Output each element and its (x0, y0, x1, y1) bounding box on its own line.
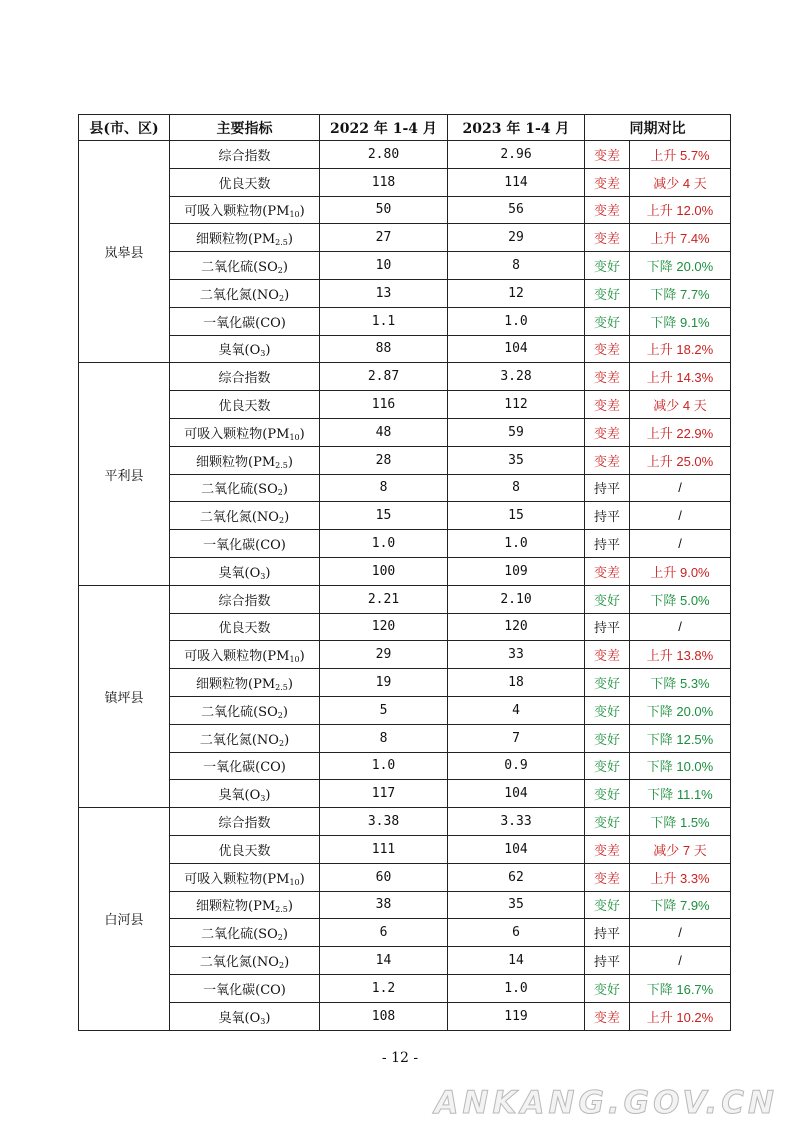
indicator-label: 二氧化氮(NO (199, 510, 279, 526)
trend-status: 变差 (585, 557, 630, 585)
value-2023: 62 (448, 863, 585, 891)
change-value: 下降 10.0% (630, 752, 731, 780)
change-value: 上升 7.4% (630, 224, 731, 252)
change-value: 上升 9.0% (630, 557, 731, 585)
value-2023: 59 (448, 418, 585, 446)
trend-status: 变好 (585, 252, 630, 280)
trend-status: 持平 (585, 919, 630, 947)
value-2022: 100 (320, 557, 448, 585)
change-value: 下降 5.0% (630, 585, 731, 613)
table-row (79, 585, 731, 613)
indicator-name (170, 863, 320, 891)
change-value: 下降 20.0% (630, 696, 731, 724)
value-2022: 120 (320, 613, 448, 641)
trend-status: 变好 (585, 780, 630, 808)
table-row (79, 724, 731, 752)
trend-status: 变好 (585, 724, 630, 752)
indicator-name (170, 974, 320, 1002)
indicator-close-paren: ) (299, 204, 305, 220)
table-row (79, 947, 731, 975)
indicator-subscript: 2.5 (275, 683, 288, 693)
indicator-subscript: 10 (289, 210, 300, 220)
indicator-close-paren: ) (265, 788, 271, 804)
change-value: 上升 12.0% (630, 196, 731, 224)
trend-status: 变差 (585, 391, 630, 419)
value-2022: 14 (320, 947, 448, 975)
trend-status: 变好 (585, 696, 630, 724)
value-2022: 2.21 (320, 585, 448, 613)
table-row (79, 335, 731, 363)
value-2023: 4 (448, 696, 585, 724)
indicator-label: 优良天数 (218, 621, 271, 637)
indicator-name (170, 279, 320, 307)
indicator-subscript: 2 (278, 293, 285, 303)
county-name: 平利县 (79, 363, 170, 585)
indicator-subscript: 3 (260, 1016, 266, 1026)
trend-status: 变差 (585, 196, 630, 224)
value-2023: 15 (448, 502, 585, 530)
change-value: 上升 13.8% (630, 641, 731, 669)
table-row (79, 974, 731, 1002)
value-2023: 3.28 (448, 363, 585, 391)
indicator-label: 可吸入颗粒物(PM (184, 649, 290, 665)
indicator-label: 综合指数 (218, 816, 271, 832)
header-county: 县(市、区) (79, 115, 170, 141)
indicator-name (170, 724, 320, 752)
trend-status: 变好 (585, 669, 630, 697)
indicator-label: 细颗粒物(PM (196, 899, 276, 915)
value-2023: 29 (448, 224, 585, 252)
value-2022: 3.38 (320, 808, 448, 836)
value-2022: 2.80 (320, 141, 448, 169)
indicator-subscript: 2.5 (275, 905, 288, 915)
indicator-label: 可吸入颗粒物(PM (184, 426, 290, 442)
indicator-name (170, 474, 320, 502)
indicator-close-paren: ) (299, 871, 305, 887)
indicator-name (170, 557, 320, 585)
indicator-name (170, 891, 320, 919)
value-2022: 8 (320, 724, 448, 752)
indicator-close-paren: ) (287, 454, 293, 470)
change-value: 上升 14.3% (630, 363, 731, 391)
indicator-name (170, 363, 320, 391)
change-value: 减少 4 天 (630, 391, 731, 419)
indicator-name (170, 780, 320, 808)
indicator-label: 一氧化碳(CO) (203, 315, 286, 331)
value-2023: 1.0 (448, 530, 585, 558)
page-number: - 12 - (381, 1050, 419, 1066)
value-2022: 88 (320, 335, 448, 363)
change-value: 上升 5.7% (630, 141, 731, 169)
air-quality-comparison-table (78, 114, 731, 1031)
value-2022: 1.2 (320, 974, 448, 1002)
indicator-label: 可吸入颗粒物(PM (184, 204, 290, 220)
indicator-label: 臭氧(O (218, 565, 261, 581)
indicator-name (170, 585, 320, 613)
change-value: / (630, 474, 731, 502)
table-row (79, 835, 731, 863)
indicator-subscript: 10 (289, 432, 300, 442)
indicator-label: 二氧化氮(NO (199, 955, 279, 970)
indicator-close-paren: ) (265, 343, 271, 359)
value-2023: 3.33 (448, 808, 585, 836)
table-row (79, 168, 731, 196)
indicator-label: 综合指数 (218, 148, 271, 164)
indicator-label: 优良天数 (218, 843, 271, 859)
indicator-label: 臭氧(O (218, 788, 261, 804)
indicator-name (170, 335, 320, 363)
trend-status: 变差 (585, 863, 630, 891)
trend-status: 变差 (585, 224, 630, 252)
value-2023: 7 (448, 724, 585, 752)
change-value: 下降 1.5% (630, 808, 731, 836)
indicator-label: 综合指数 (218, 593, 271, 609)
value-2022: 118 (320, 168, 448, 196)
value-2022: 60 (320, 863, 448, 891)
indicator-close-paren: ) (287, 232, 293, 248)
trend-status: 持平 (585, 530, 630, 558)
table-row (79, 196, 731, 224)
value-2022: 1.0 (320, 752, 448, 780)
table-row (79, 252, 731, 280)
indicator-subscript: 2 (277, 933, 283, 943)
value-2023: 12 (448, 279, 585, 307)
value-2023: 2.96 (448, 141, 585, 169)
table-row (79, 418, 731, 446)
trend-status: 持平 (585, 502, 630, 530)
value-2023: 104 (448, 780, 585, 808)
indicator-close-paren: ) (284, 955, 290, 970)
table-row (79, 696, 731, 724)
indicator-label: 综合指数 (218, 371, 271, 387)
value-2022: 15 (320, 502, 448, 530)
value-2022: 38 (320, 891, 448, 919)
trend-status: 变好 (585, 974, 630, 1002)
value-2022: 13 (320, 279, 448, 307)
value-2023: 119 (448, 1002, 585, 1030)
indicator-subscript: 3 (260, 571, 266, 581)
indicator-close-paren: ) (265, 1010, 271, 1026)
trend-status: 变差 (585, 835, 630, 863)
indicator-name (170, 947, 320, 975)
table-row (79, 752, 731, 780)
table-row (79, 808, 731, 836)
table-row (79, 391, 731, 419)
indicator-name (170, 168, 320, 196)
change-value: / (630, 502, 731, 530)
county-name: 白河县 (79, 808, 170, 1030)
change-value: / (630, 530, 731, 558)
change-value: 上升 10.2% (630, 1002, 731, 1030)
table-row (79, 669, 731, 697)
value-2022: 1.1 (320, 307, 448, 335)
value-2023: 56 (448, 196, 585, 224)
indicator-label: 优良天数 (218, 399, 271, 415)
site-watermark: ANKANG.GOV.CN (434, 1085, 778, 1121)
value-2023: 1.0 (448, 974, 585, 1002)
value-2022: 2.87 (320, 363, 448, 391)
indicator-name (170, 196, 320, 224)
value-2023: 8 (448, 252, 585, 280)
indicator-label: 臭氧(O (218, 1010, 261, 1026)
table-body (79, 141, 731, 1031)
value-2023: 6 (448, 919, 585, 947)
table-row (79, 141, 731, 169)
change-value: 下降 5.3% (630, 669, 731, 697)
change-value: 下降 12.5% (630, 724, 731, 752)
change-value: / (630, 919, 731, 947)
change-value: 下降 7.9% (630, 891, 731, 919)
trend-status: 变好 (585, 585, 630, 613)
indicator-close-paren: ) (287, 899, 293, 915)
value-2023: 109 (448, 557, 585, 585)
county-name: 镇坪县 (79, 585, 170, 807)
value-2023: 104 (448, 835, 585, 863)
county-name: 岚皋县 (79, 141, 170, 363)
change-value: 下降 9.1% (630, 307, 731, 335)
indicator-subscript: 3 (260, 794, 266, 804)
trend-status: 变差 (585, 418, 630, 446)
value-2022: 111 (320, 835, 448, 863)
change-value: 下降 11.1% (630, 780, 731, 808)
value-2023: 114 (448, 168, 585, 196)
table-header-row (79, 115, 731, 141)
value-2022: 29 (320, 641, 448, 669)
indicator-name (170, 669, 320, 697)
indicator-subscript: 2.5 (275, 460, 288, 470)
change-value: 下降 16.7% (630, 974, 731, 1002)
table-row (79, 919, 731, 947)
indicator-close-paren: ) (282, 260, 288, 276)
indicator-label: 一氧化碳(CO) (203, 760, 286, 776)
value-2023: 8 (448, 474, 585, 502)
table-row (79, 1002, 731, 1030)
value-2022: 27 (320, 224, 448, 252)
indicator-close-paren: ) (284, 287, 290, 303)
indicator-label: 二氧化氮(NO (199, 287, 279, 303)
value-2022: 6 (320, 919, 448, 947)
value-2023: 0.9 (448, 752, 585, 780)
indicator-name (170, 613, 320, 641)
trend-status: 变差 (585, 446, 630, 474)
value-2023: 35 (448, 446, 585, 474)
table-row (79, 613, 731, 641)
trend-status: 持平 (585, 474, 630, 502)
indicator-close-paren: ) (284, 732, 290, 748)
indicator-subscript: 2.5 (275, 238, 288, 248)
indicator-label: 一氧化碳(CO) (203, 538, 286, 554)
indicator-close-paren: ) (299, 649, 305, 665)
change-value: 上升 25.0% (630, 446, 731, 474)
value-2022: 117 (320, 780, 448, 808)
table-row (79, 363, 731, 391)
indicator-close-paren: ) (284, 510, 290, 526)
table-row (79, 891, 731, 919)
indicator-subscript: 10 (289, 877, 300, 887)
trend-status: 变好 (585, 752, 630, 780)
indicator-close-paren: ) (299, 426, 305, 442)
trend-status: 变好 (585, 891, 630, 919)
trend-status: 变好 (585, 808, 630, 836)
value-2023: 35 (448, 891, 585, 919)
indicator-subscript: 2 (278, 516, 285, 526)
trend-status: 变差 (585, 168, 630, 196)
trend-status: 变差 (585, 363, 630, 391)
value-2023: 120 (448, 613, 585, 641)
value-2023: 18 (448, 669, 585, 697)
indicator-subscript: 2 (278, 961, 285, 970)
change-value: 减少 4 天 (630, 168, 731, 196)
indicator-label: 可吸入颗粒物(PM (184, 871, 290, 887)
change-value: 下降 20.0% (630, 252, 731, 280)
trend-status: 变好 (585, 307, 630, 335)
value-2022: 116 (320, 391, 448, 419)
indicator-label: 细颗粒物(PM (196, 454, 276, 470)
indicator-name (170, 391, 320, 419)
value-2022: 108 (320, 1002, 448, 1030)
value-2023: 14 (448, 947, 585, 975)
value-2023: 2.10 (448, 585, 585, 613)
header-compare: 同期对比 (585, 115, 731, 141)
indicator-label: 优良天数 (218, 176, 271, 192)
indicator-name (170, 224, 320, 252)
value-2023: 33 (448, 641, 585, 669)
indicator-name (170, 696, 320, 724)
trend-status: 变差 (585, 335, 630, 363)
table-row (79, 279, 731, 307)
table-row (79, 530, 731, 558)
change-value: / (630, 947, 731, 975)
header-2023: 2023 年 1-4 月 (448, 115, 585, 141)
indicator-label: 一氧化碳(CO) (203, 982, 286, 998)
indicator-label: 二氧化硫(SO (201, 482, 278, 498)
header-indicator: 主要指标 (170, 115, 320, 141)
change-value: 下降 7.7% (630, 279, 731, 307)
table-row (79, 224, 731, 252)
value-2022: 1.0 (320, 530, 448, 558)
indicator-subscript: 2 (277, 710, 283, 720)
table-row (79, 557, 731, 585)
change-value: 上升 3.3% (630, 863, 731, 891)
indicator-name (170, 641, 320, 669)
indicator-close-paren: ) (282, 482, 288, 498)
indicator-name (170, 919, 320, 947)
indicator-label: 二氧化硫(SO (201, 927, 278, 943)
trend-status: 变差 (585, 641, 630, 669)
value-2022: 10 (320, 252, 448, 280)
indicator-subscript: 2 (277, 488, 283, 498)
indicator-name (170, 808, 320, 836)
value-2022: 8 (320, 474, 448, 502)
indicator-close-paren: ) (282, 927, 288, 943)
indicator-name (170, 418, 320, 446)
value-2023: 112 (448, 391, 585, 419)
value-2022: 28 (320, 446, 448, 474)
indicator-name (170, 752, 320, 780)
change-value: 减少 7 天 (630, 835, 731, 863)
trend-status: 变好 (585, 279, 630, 307)
table-row (79, 641, 731, 669)
trend-status: 持平 (585, 947, 630, 975)
indicator-name (170, 530, 320, 558)
change-value: / (630, 613, 731, 641)
indicator-label: 二氧化氮(NO (199, 732, 279, 748)
indicator-name (170, 1002, 320, 1030)
indicator-name (170, 835, 320, 863)
indicator-subscript: 2 (278, 738, 285, 748)
table-row (79, 474, 731, 502)
trend-status: 变差 (585, 1002, 630, 1030)
value-2023: 1.0 (448, 307, 585, 335)
indicator-label: 二氧化硫(SO (201, 260, 278, 276)
header-2022: 2022 年 1-4 月 (320, 115, 448, 141)
value-2022: 5 (320, 696, 448, 724)
value-2022: 48 (320, 418, 448, 446)
indicator-name (170, 502, 320, 530)
indicator-label: 细颗粒物(PM (196, 232, 276, 248)
indicator-subscript: 3 (260, 349, 266, 359)
indicator-close-paren: ) (287, 677, 293, 693)
indicator-close-paren: ) (265, 565, 271, 581)
table-row (79, 446, 731, 474)
indicator-name (170, 141, 320, 169)
indicator-name (170, 307, 320, 335)
indicator-subscript: 10 (289, 655, 300, 665)
indicator-label: 二氧化硫(SO (201, 704, 278, 720)
value-2022: 50 (320, 196, 448, 224)
table-row (79, 863, 731, 891)
value-2023: 104 (448, 335, 585, 363)
table-row (79, 307, 731, 335)
indicator-name (170, 252, 320, 280)
change-value: 上升 22.9% (630, 418, 731, 446)
value-2022: 19 (320, 669, 448, 697)
indicator-label: 臭氧(O (218, 343, 261, 359)
trend-status: 变差 (585, 141, 630, 169)
trend-status: 持平 (585, 613, 630, 641)
change-value: 上升 18.2% (630, 335, 731, 363)
indicator-label: 细颗粒物(PM (196, 677, 276, 693)
indicator-close-paren: ) (282, 704, 288, 720)
indicator-name (170, 446, 320, 474)
indicator-subscript: 2 (277, 266, 283, 276)
table-row (79, 502, 731, 530)
table-row (79, 780, 731, 808)
